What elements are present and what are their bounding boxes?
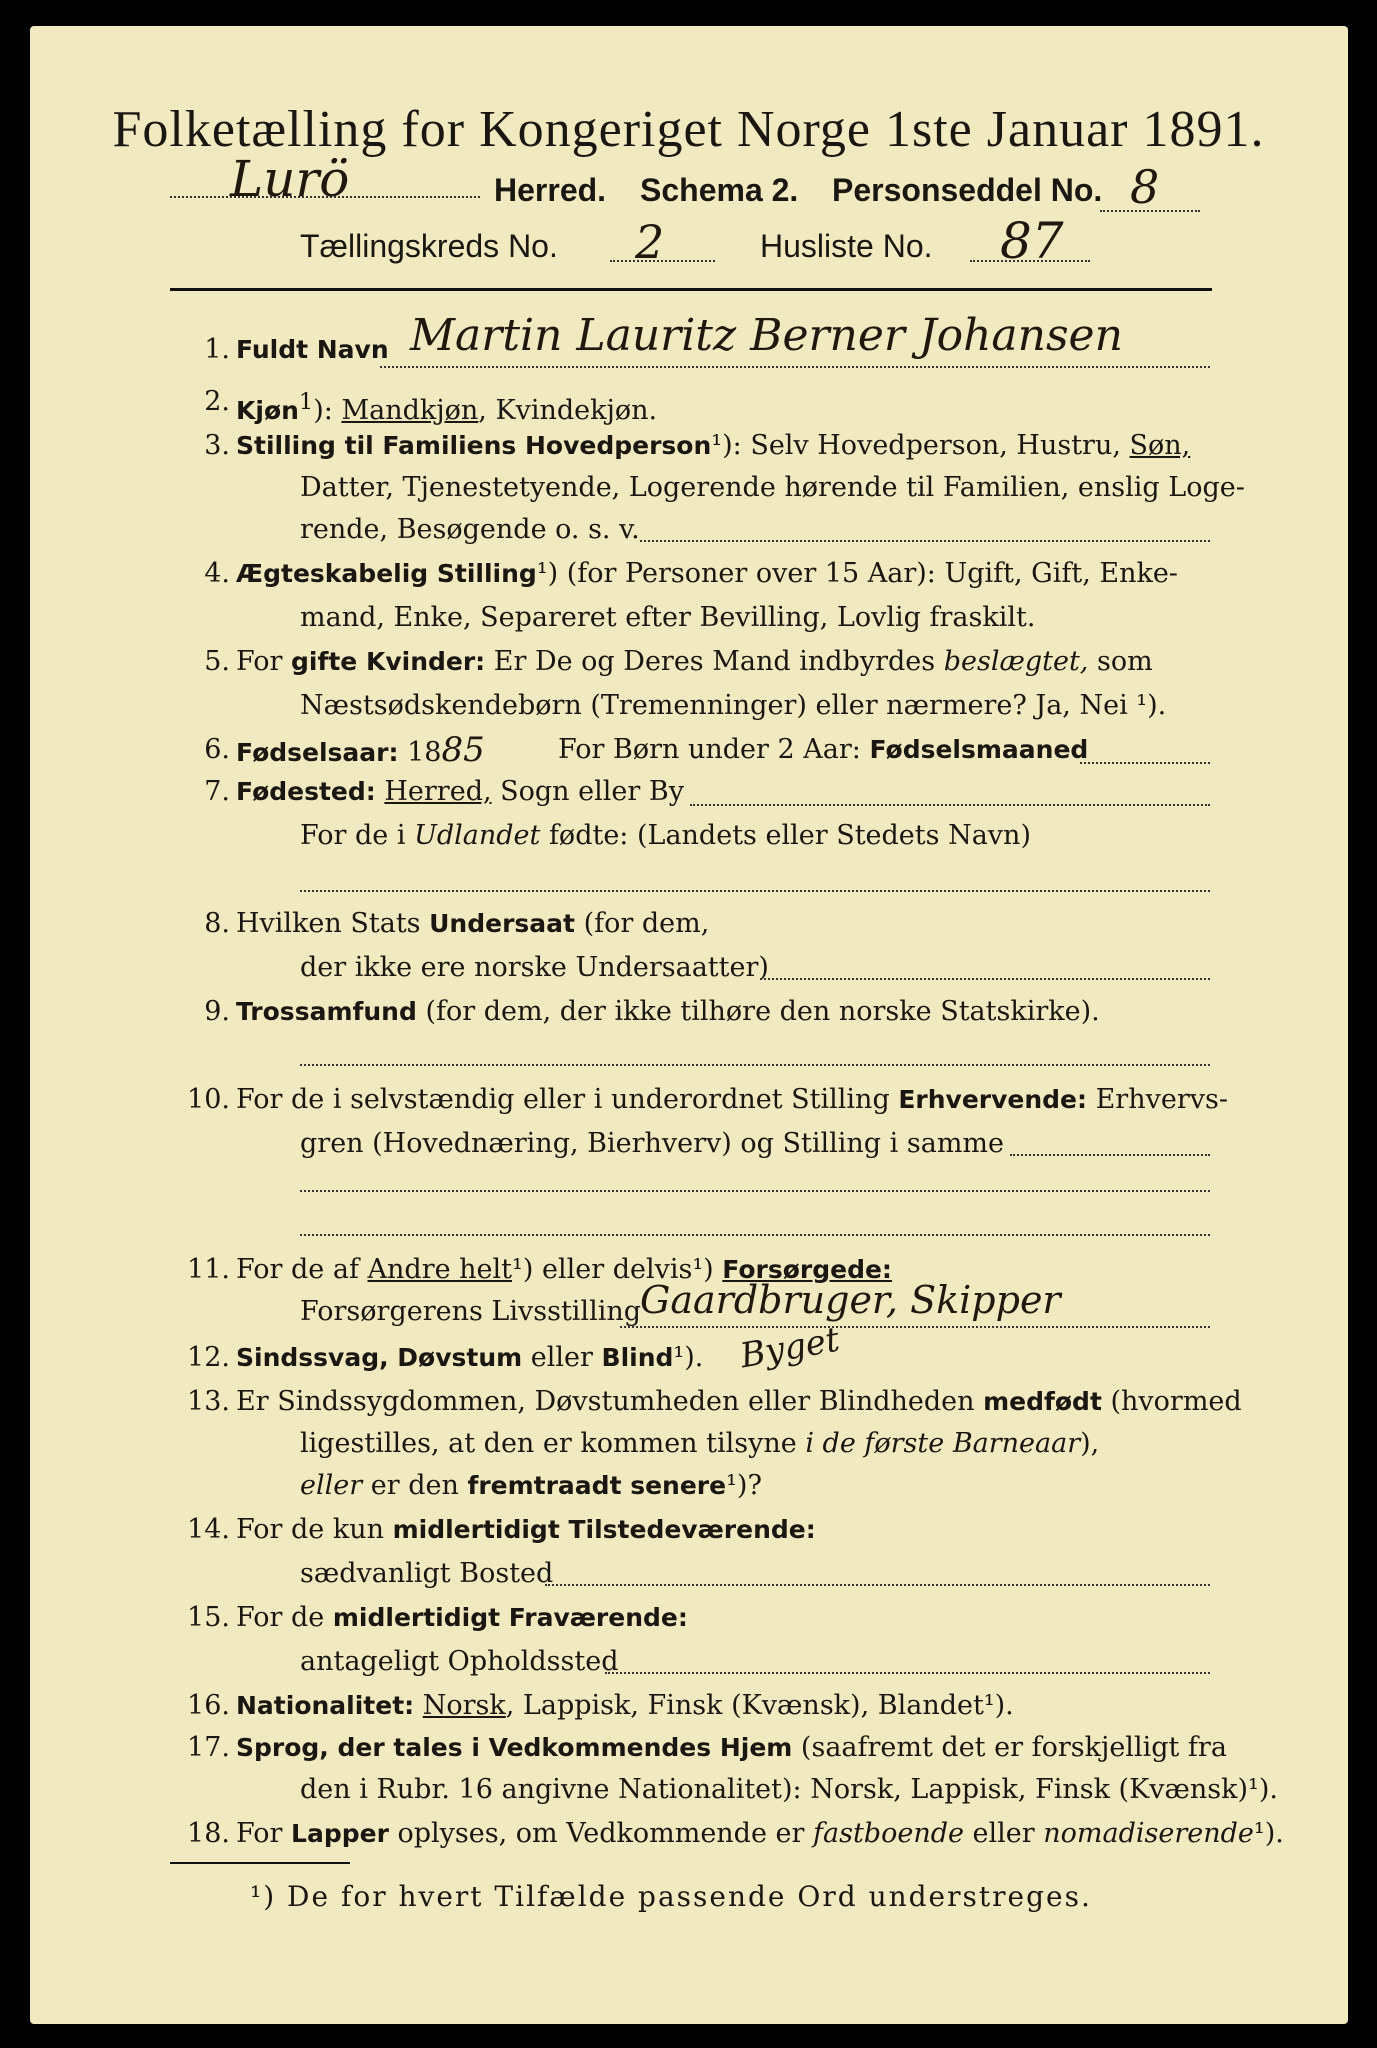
item-6-mid: For Børn under 2 Aar: bbox=[558, 734, 870, 765]
year-prefix: 18 bbox=[407, 737, 442, 768]
item-10-line2: gren (Hovednæring, Bierhverv) og Stilling i samme bbox=[300, 1128, 1005, 1159]
item-7-answer-line bbox=[300, 890, 1210, 892]
form-title: Folketælling for Kongeriget Norge 1ste Januar 1891. bbox=[112, 101, 1265, 158]
item-12-label: Sindssvag, Døvstum bbox=[236, 1343, 523, 1372]
item-9-label: Trossamfund bbox=[236, 997, 417, 1026]
item-9-text: (for dem, der ikke tilhøre den norske Statskirke). bbox=[416, 996, 1100, 1027]
item-number: 10. bbox=[187, 1084, 230, 1115]
item-6-label: Fødselsaar: bbox=[236, 738, 399, 767]
item-18-italic-2: nomadiserende bbox=[1043, 1818, 1254, 1849]
item-5-after: som bbox=[1088, 646, 1153, 677]
item-16-text: , Lappisk, Finsk (Kvænsk), Blandet¹). bbox=[505, 1690, 1014, 1721]
item-11-fill-line bbox=[620, 1326, 1210, 1328]
item-15-fill-line bbox=[605, 1672, 1210, 1674]
item-11-label: Forsørgede: bbox=[722, 1255, 892, 1284]
item-12-label2: Blind bbox=[601, 1343, 674, 1372]
item-number: 8. bbox=[204, 908, 230, 939]
item-8-pre: Hvilken Stats bbox=[236, 908, 430, 939]
item-number: 7. bbox=[204, 776, 230, 807]
item-13-line3-italic: eller bbox=[300, 1470, 363, 1501]
item-7-text: Sogn eller By bbox=[491, 776, 684, 807]
item-1-label: Fuldt Navn bbox=[236, 335, 389, 364]
item-11-text: ¹) eller delvis¹) bbox=[512, 1254, 723, 1285]
item-12-handwritten: Byget bbox=[737, 1319, 843, 1377]
footnote-mark: 1 bbox=[298, 389, 314, 415]
herred-label: Herred. bbox=[494, 172, 607, 208]
item-17-label: Sprog, der tales i Vedkommendes Hjem bbox=[236, 1733, 793, 1762]
husliste-number: 87 bbox=[1000, 212, 1064, 270]
item-17-line2: den i Rubr. 16 angivne Nationalitet): Norsk, Lappisk, Finsk (Kvænsk)¹). bbox=[300, 1774, 1278, 1805]
item-18-mid: eller bbox=[963, 1818, 1044, 1849]
item-number: 12. bbox=[187, 1342, 230, 1373]
item-13-line3 bbox=[300, 1466, 762, 1506]
item-number: 13. bbox=[187, 1386, 230, 1417]
herred-handwritten: Lurö bbox=[230, 150, 350, 208]
item-1-line bbox=[380, 366, 1210, 368]
option-kvindekjon: , Kvindekjøn. bbox=[478, 395, 658, 426]
option-andre-helt-underlined: Andre helt bbox=[367, 1254, 513, 1285]
item-number: 18. bbox=[187, 1818, 230, 1849]
item-7-label: Fødested: bbox=[236, 777, 376, 806]
item-5-pre: For bbox=[236, 646, 292, 677]
item-13-text-b: (hvormed bbox=[1101, 1386, 1242, 1417]
item-5-italic: beslægtet, bbox=[943, 646, 1089, 677]
option-son-underlined: Søn, bbox=[1129, 430, 1191, 461]
item-11-line2: Forsørgerens Livsstilling bbox=[300, 1296, 642, 1327]
schema-label: Schema 2. bbox=[640, 172, 799, 208]
item-17-text: (saafremt det er forskjelligt fra bbox=[792, 1732, 1227, 1763]
item-number: 6. bbox=[204, 734, 230, 765]
item-10-label: Erhvervende: bbox=[898, 1085, 1088, 1114]
footnote: ¹) De for hvert Tilfælde passende Ord understreges. bbox=[250, 1880, 1092, 1913]
item-number: 5. bbox=[204, 646, 230, 677]
item-13-line3-a: er den bbox=[362, 1470, 468, 1501]
item-18-end: ¹). bbox=[1253, 1818, 1284, 1849]
item-number: 1. bbox=[204, 334, 230, 365]
item-15-label: midlertidigt Fraværende: bbox=[332, 1603, 688, 1632]
item-3-label: Stilling til Familiens Hovedperson bbox=[236, 431, 712, 460]
taellingskreds-label: Tællingskreds No. bbox=[300, 228, 558, 264]
item-6-label2: Fødselsmaaned bbox=[869, 735, 1089, 764]
item-3-text: ¹): Selv Hovedperson, Hustru, bbox=[711, 430, 1121, 461]
item-13-line3-b: ¹)? bbox=[726, 1470, 762, 1501]
item-8-line2: der ikke ere norske Undersaatter) bbox=[300, 952, 769, 983]
item-4-label: Ægteskabelig Stilling bbox=[236, 559, 537, 588]
item-2-colon: ): bbox=[313, 395, 333, 426]
taellingskreds-number: 2 bbox=[635, 215, 665, 269]
item-3-line3: rende, Besøgende o. s. v. bbox=[300, 514, 640, 545]
item-10-answer-line-1 bbox=[300, 1190, 1210, 1192]
item-14-fill-line bbox=[545, 1584, 1210, 1586]
item-5-label: gifte Kvinder: bbox=[291, 647, 486, 676]
item-5-text: Er De og Deres Mand indbyrdes bbox=[485, 646, 944, 677]
item-8-text: (for dem, bbox=[574, 908, 710, 939]
item-10-text: Erhvervs- bbox=[1087, 1084, 1228, 1115]
item-13-text: Er Sindssygdommen, Døvstumheden eller Blindheden bbox=[236, 1386, 984, 1417]
item-18-label: Lapper bbox=[291, 1819, 389, 1848]
item-number: 16. bbox=[187, 1690, 230, 1721]
item-16-label: Nationalitet: bbox=[236, 1691, 415, 1720]
item-7-fill-line bbox=[690, 804, 1210, 806]
provider-occupation-handwritten: Gaardbruger, Skipper bbox=[640, 1278, 1061, 1322]
item-15-pre: For de bbox=[236, 1602, 333, 1633]
item-number: 2. bbox=[204, 386, 230, 417]
item-number: 17. bbox=[187, 1732, 230, 1763]
personseddel-label: Personseddel No. bbox=[832, 172, 1103, 208]
personseddel-number: 8 bbox=[1130, 160, 1160, 214]
item-14-pre: For de kun bbox=[236, 1514, 393, 1545]
item-10-answer-line-2 bbox=[300, 1234, 1210, 1236]
item-12-mid: eller bbox=[522, 1342, 602, 1373]
item-9-answer-line bbox=[300, 1064, 1210, 1066]
item-6-fill-line bbox=[1080, 762, 1210, 764]
item-13-line2-b: ), bbox=[1080, 1428, 1100, 1459]
item-18-italic-1: fastboende bbox=[813, 1818, 964, 1849]
item-4-text: ¹) (for Personer over 15 Aar): Ugift, Gift, Enke- bbox=[536, 558, 1178, 589]
option-herred-underlined: Herred, bbox=[384, 776, 492, 807]
item-7-line2 bbox=[300, 816, 1031, 856]
item-10-fill-line bbox=[1010, 1154, 1210, 1156]
item-8-label: Undersaat bbox=[429, 909, 575, 938]
item-number: 14. bbox=[187, 1514, 230, 1545]
item-2-label: Kjøn bbox=[236, 396, 299, 425]
option-mandkjon-underlined: Mandkjøn bbox=[341, 395, 479, 426]
item-8-fill-line bbox=[760, 978, 1210, 980]
item-4-line2: mand, Enke, Separeret efter Bevilling, Lovlig fraskilt. bbox=[300, 602, 1036, 633]
item-7-line2-a: For de i bbox=[300, 820, 415, 851]
item-3-fill-line bbox=[640, 540, 1210, 542]
item-18-text: oplyses, om Vedkommende er bbox=[388, 1818, 813, 1849]
item-number: 4. bbox=[204, 558, 230, 589]
item-12-rest: ¹). bbox=[673, 1342, 704, 1373]
birth-year-handwritten: 85 bbox=[441, 730, 485, 770]
item-7-line2-italic: Udlandet bbox=[414, 820, 541, 851]
item-13-line2-a: ligestilles, at den er kommen tilsyne bbox=[300, 1428, 806, 1459]
item-3-line2: Datter, Tjenestetyende, Logerende hørende til Familien, enslig Loge- bbox=[300, 472, 1245, 503]
item-14-label: midlertidigt Tilstedeværende: bbox=[392, 1515, 816, 1544]
item-number: 3. bbox=[204, 430, 230, 461]
item-18-pre: For bbox=[236, 1818, 292, 1849]
item-13-line2-italic: i de første Barneaar bbox=[805, 1428, 1081, 1459]
husliste-label: Husliste No. bbox=[760, 228, 933, 264]
item-number: 9. bbox=[204, 996, 230, 1027]
item-13-line2 bbox=[300, 1424, 1099, 1464]
item-7-line2-b: fødte: (Landets eller Stedets Navn) bbox=[540, 820, 1031, 851]
item-number: 11. bbox=[187, 1254, 230, 1285]
item-14-line2: sædvanligt Bosted bbox=[300, 1558, 554, 1589]
item-15-line2: antageligt Opholdssted bbox=[300, 1646, 619, 1677]
footnote-rule bbox=[170, 1862, 350, 1864]
item-13-label2: fremtraadt senere bbox=[467, 1471, 727, 1500]
option-norsk-underlined: Norsk bbox=[422, 1690, 506, 1721]
item-13-label: medfødt bbox=[983, 1387, 1102, 1416]
header-rule bbox=[170, 288, 1212, 291]
item-11-pre: For de af bbox=[236, 1254, 368, 1285]
item-10-pre: For de i selvstændig eller i underordnet Stilling bbox=[236, 1084, 899, 1115]
full-name-handwritten: Martin Lauritz Berner Johansen bbox=[410, 310, 1123, 361]
item-5-line2: Næstsødskendebørn (Tremenninger) eller nærmere? Ja, Nei ¹). bbox=[300, 690, 1167, 721]
item-number: 15. bbox=[187, 1602, 230, 1633]
